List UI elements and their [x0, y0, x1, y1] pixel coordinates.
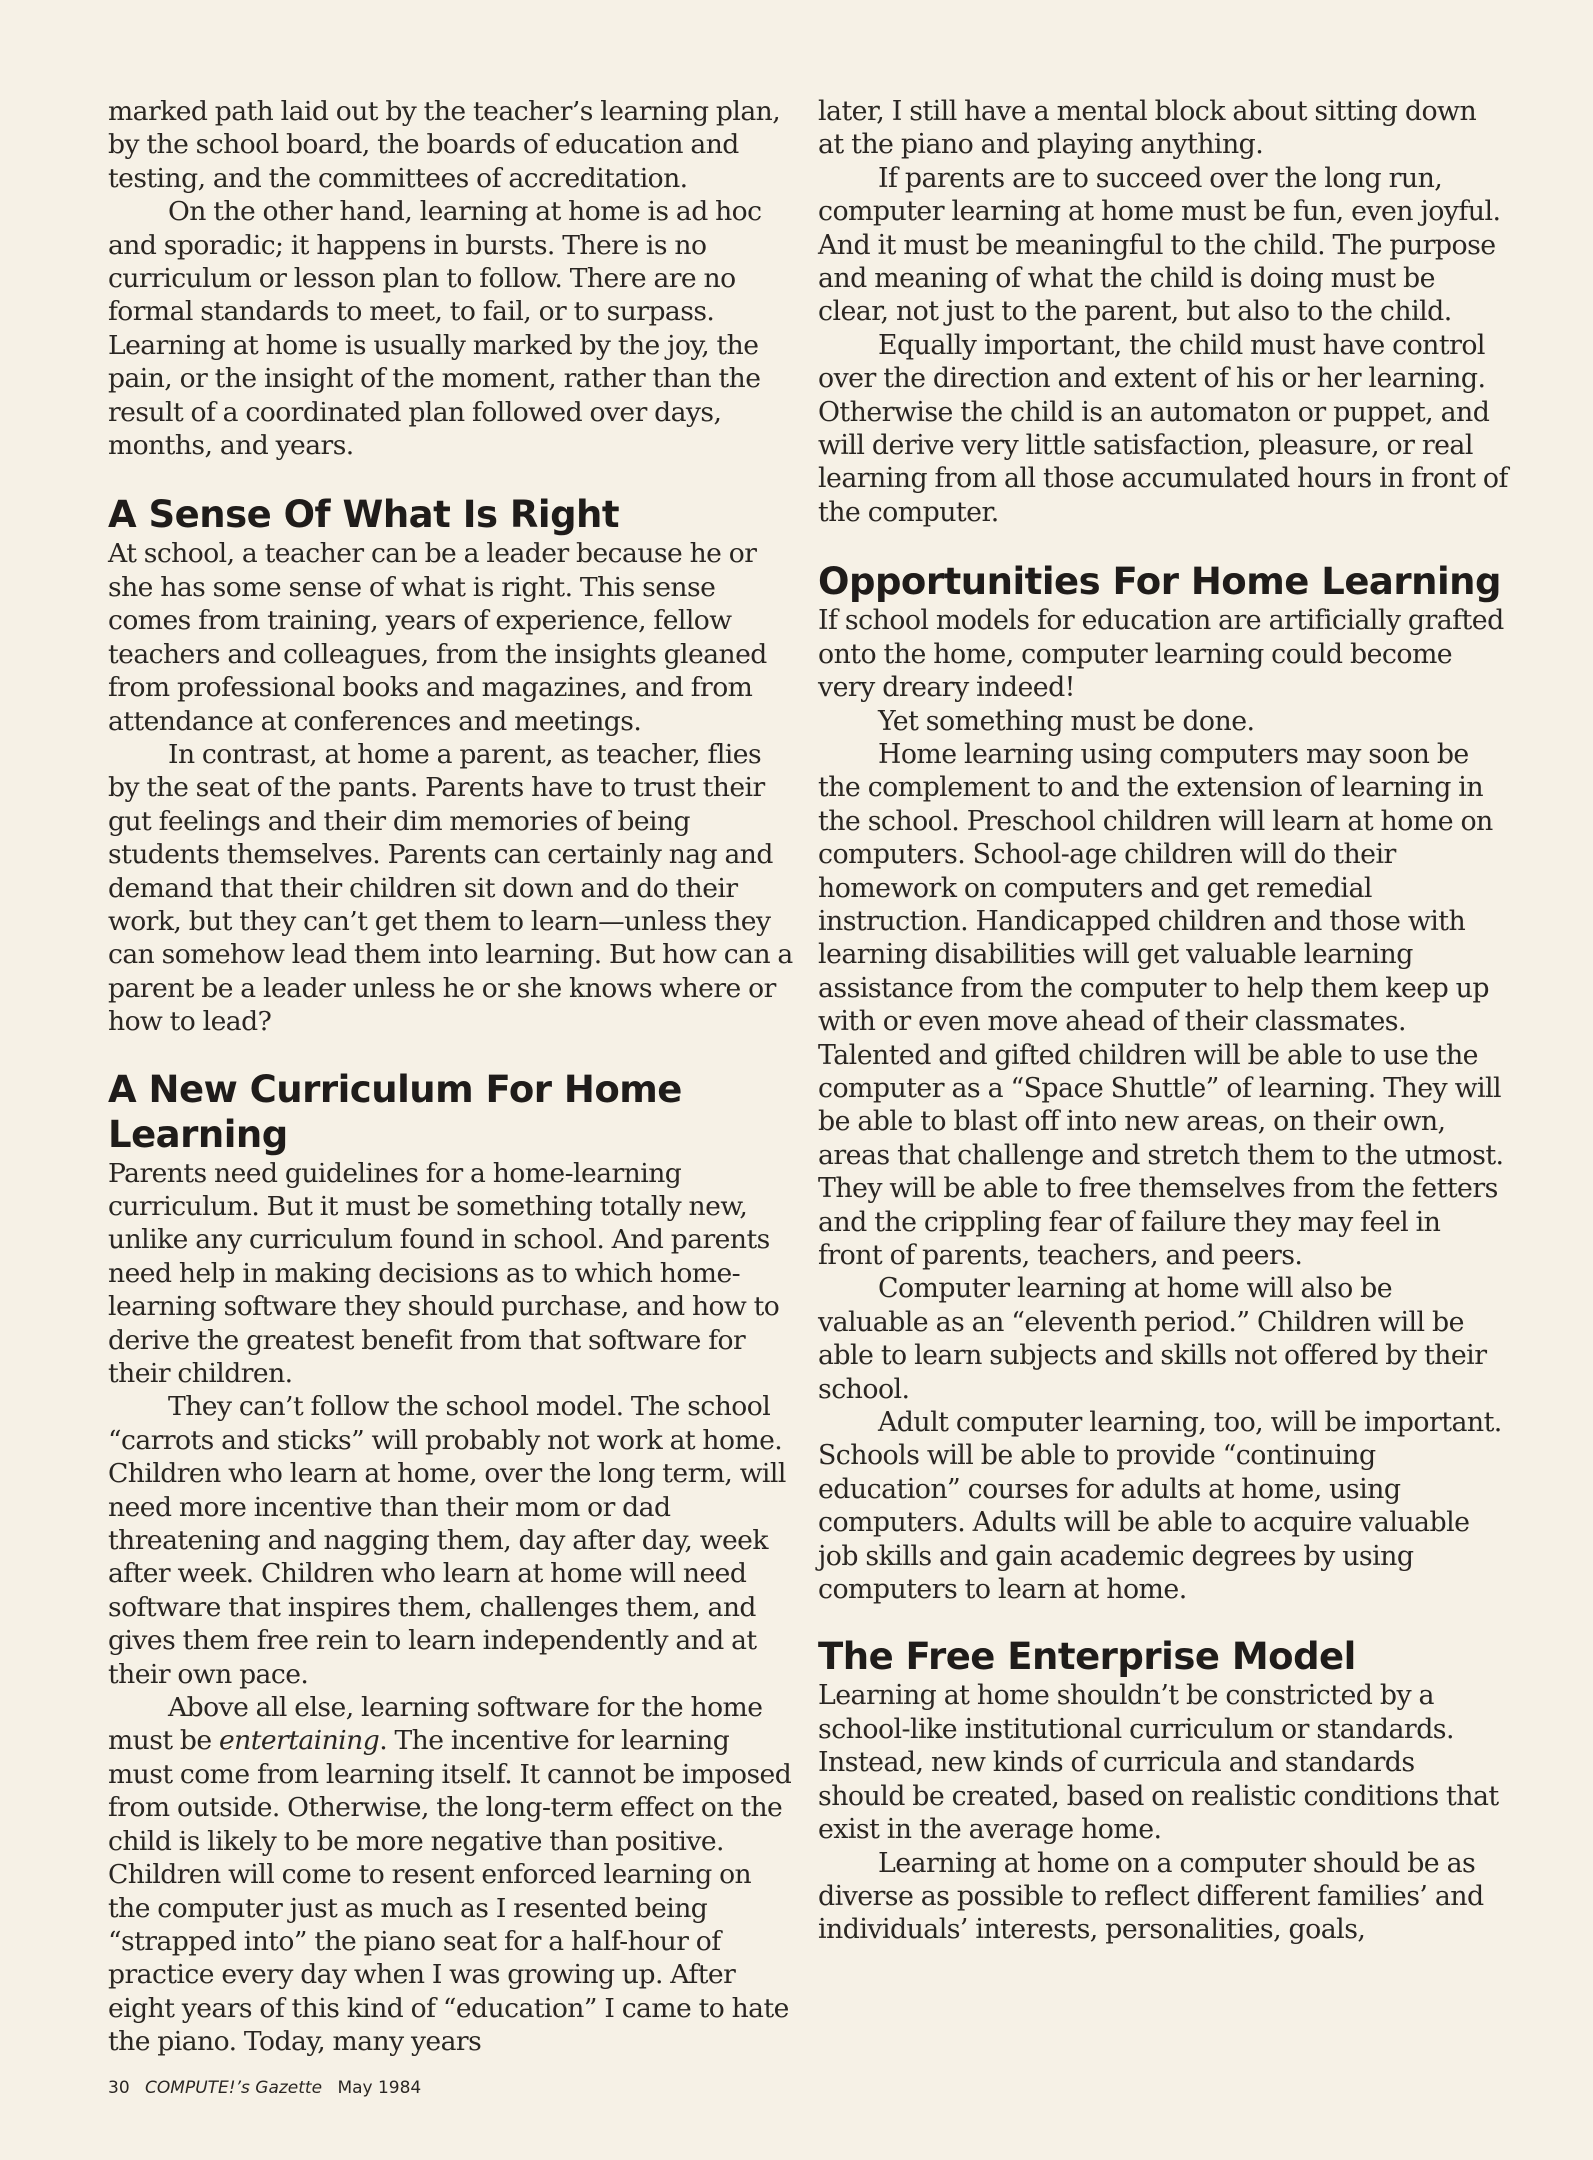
body-paragraph: At school, a teacher can be a leader because he or she has some sense of what is right. This sense comes from training, years of experience, fellow teachers and colleagues, from the insights gleaned from professional books and magazines, and from attendance at conferences and meetings. — [108, 538, 767, 737]
body-paragraph: Parents need guidelines for a home-learning curriculum. But it must be something totally new, unlike any curriculum found in school. And parents need help in making decisions as to which home-learning software they should purchase, and how to derive the greatest benefit from that software for their children. — [108, 1157, 780, 1389]
emphasis-text: entertaining — [218, 1725, 380, 1757]
paragraph-text: Above all else, learning software for the home must be — [108, 1692, 763, 1757]
body-paragraph: Adult computer learning, too, will be important. Schools will be able to provide “continuing education” courses for adults at home, using computers. Adults will be able to acquire valuable job skills and gain academic degrees by using computers to learn at home. — [818, 1407, 1502, 1606]
page-footer — [108, 2078, 431, 2098]
body-paragraph: They can’t follow the school model. The school “carrots and sticks” will probably not work at home. Children who learn at home, over the long term, will need more incentive than their mom or dad threatening and nagging them, day after day, week after week. Children who learn at home will need software that inspires them, challenges them, and gives them free rein to learn independently and at their own pace. — [108, 1391, 786, 1690]
section-heading: Opportunities For Home Learning — [818, 560, 1501, 604]
section-heading: A Sense Of What Is Right — [108, 493, 620, 537]
section-heading: A New Curriculum For Home Learning — [108, 1067, 682, 1156]
page-number: 30 — [108, 2078, 130, 2098]
body-paragraph: On the other hand, learning at home is ad hoc and sporadic; it happens in bursts. There is no curriculum or lesson plan to follow. There are no formal standards to meet, to fail, or to surpass. Learning at home is usually marked by the joy, the pain, or the insight of the moment, rather than the result of a coordinated plan followed over days, months, and years. — [108, 196, 762, 462]
body-paragraph: If school models for education are artificially grafted onto the home, computer learning could become very dreary indeed! — [818, 605, 1504, 704]
body-paragraph: Learning at home shouldn’t be constricted by a school-like institutional curriculum or standards. Instead, new kinds of curricula and standards should be created, based on realistic conditions that exist in the average home. — [818, 1680, 1499, 1846]
body-paragraph: Computer learning at home will also be valuable as an “eleventh period.” Children will be able to learn subjects and skills not offered by their school. — [818, 1273, 1487, 1405]
body-paragraph — [108, 1691, 798, 2058]
section-heading: The Free Enterprise Model — [818, 1635, 1356, 1679]
issue-date: May 1984 — [337, 2078, 422, 2098]
body-paragraph: In contrast, at home a parent, as teacher, flies by the seat of the pants. Parents have to trust their gut feelings and their dim memories of being students themselves. Parents can certainly nag and demand that their children sit down and do their work, but they can’t get them to learn—unless they can somehow lead them into learning. But how can a parent be a leader unless he or she knows where or how to lead? — [108, 738, 793, 1038]
body-paragraph: Home learning using computers may soon be the complement to and the extension of learning in the school. Preschool children will learn at home on computers. School-age children will do their homework on computers and get remedial instruction. Handicapped children and those with learning disabilities will get valuable learning assistance from the computer to help them keep up with or even move ahead of their classmates. Talented and gifted children will be able to use the computer as a “Space Shuttle” of learning. They will be able to blast off into new areas, on their own, areas that challenge and stretch them to the utmost. They will be able to free themselves from the fetters and the crippling fear of failure they may feel in front of parents, teachers, and peers. — [818, 738, 1504, 1271]
body-paragraph: Equally important, the child must have control over the direction and extent of his or her learning. Otherwise the child is an automaton or puppet, and will derive very little satisfaction, pleasure, or real learning from all those accumulated hours in front of the computer. — [818, 329, 1508, 528]
body-paragraph: If parents are to succeed over the long run, computer learning at home must be fun, even joyful. And it must be meaningful to the child. The purpose and meaning of what the child is doing must be clear, not just to the parent, but also to the child. — [818, 162, 1501, 328]
body-paragraph: marked path laid out by the teacher’s learning plan, by the school board, the boards of education and testing, and the committees of accreditation. — [108, 96, 781, 194]
body-paragraph: Learning at home on a computer should be as diverse as possible to reflect different families’ and individuals’ interests, personalities, goals, — [818, 1847, 1484, 1946]
body-paragraph: later, I still have a mental block about sitting down at the piano and playing anything. — [818, 96, 1477, 161]
right-column — [818, 95, 1508, 1947]
paragraph-text: . The incentive for learning must come from learning itself. It cannot be imposed from outside. Otherwise, the long-term effect on the child is likely to be more negative than positive. Children will come to resent enforced learning on the computer just as much as I resented being “strapped into” the piano seat for a half-hour of practice every day when I was growing up. After eight years of this kind of “education” I came to hate the piano. Today, many years — [108, 1725, 792, 2058]
body-paragraph: Yet something must be done. — [878, 705, 1255, 737]
magazine-name: COMPUTE!’s Gazette — [145, 2078, 323, 2098]
left-column — [108, 95, 798, 2059]
